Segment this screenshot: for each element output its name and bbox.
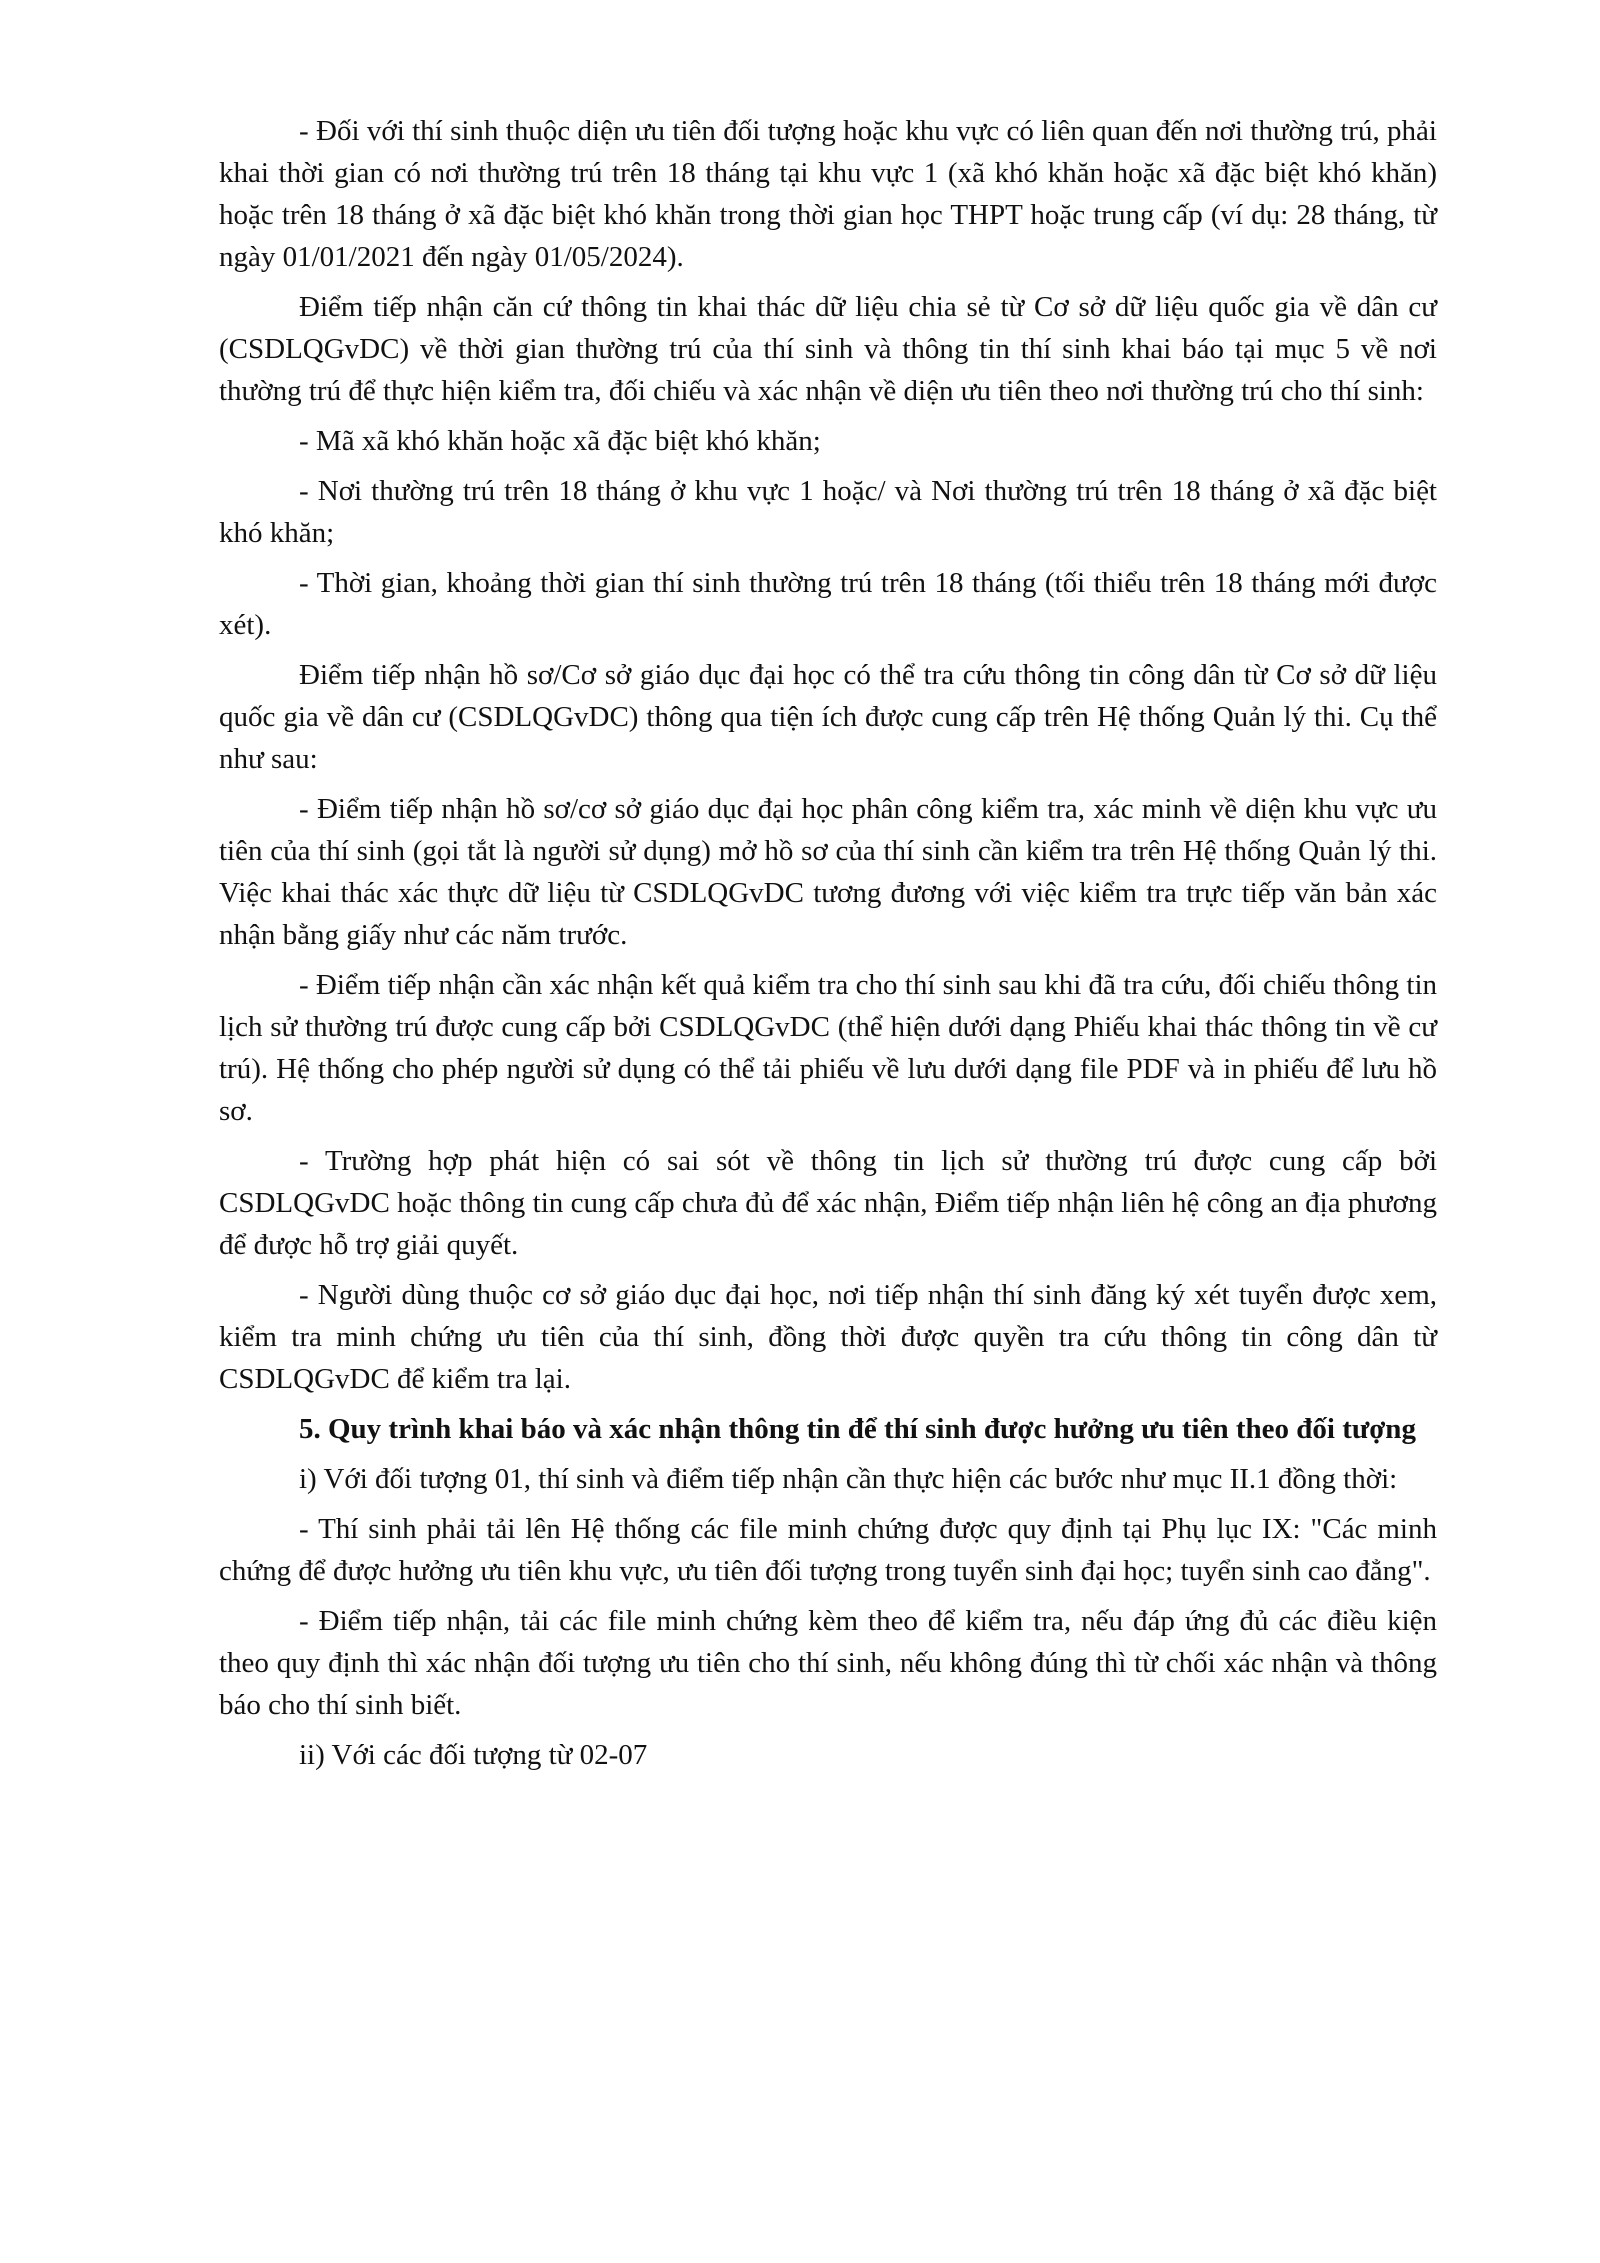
list-item-commune-code: - Mã xã khó khăn hoặc xã đặc biệt khó khăn; [299, 425, 821, 457]
list-item-university-users: - Người dùng thuộc cơ sở giáo dục đại học, nơi tiếp nhận thí sinh đăng ký xét tuyển được xem, kiểm tra minh chứng ưu tiên của thí sinh, đồng thời được quyền tra cứu thông tin công dân từ CSDLQGvDC để kiểm tra lại. [219, 1279, 1437, 1395]
list-item-verify-evidence: - Điểm tiếp nhận, tải các file minh chứng kèm theo để kiểm tra, nếu đáp ứng đủ các điều kiện theo quy định thì xác nhận đối tượng ưu tiên cho thí sinh, nếu không đúng thì từ chối xác nhận và thông báo cho thí sinh biết. [219, 1605, 1437, 1721]
list-item-error-handling: - Trường hợp phát hiện có sai sót về thông tin lịch sử thường trú được cung cấp bởi CSDLQGvDC hoặc thông tin cung cấp chưa đủ để xác nhận, Điểm tiếp nhận liên hệ công an địa phương để được hỗ trợ giải quyết. [219, 1145, 1437, 1261]
document-page [219, 110, 1437, 1776]
list-item-confirm-result: - Điểm tiếp nhận cần xác nhận kết quả kiểm tra cho thí sinh sau khi đã tra cứu, đối chiếu thông tin lịch sử thường trú được cung cấp bởi CSDLQGvDC (thể hiện dưới dạng Phiếu khai thác thông tin về cư trú). Hệ thống cho phép người sử dụng có thể tải phiếu về lưu dưới dạng file PDF và in phiếu để lưu hồ sơ. [219, 969, 1437, 1127]
list-item-residence-duration: - Thời gian, khoảng thời gian thí sinh thường trú trên 18 tháng (tối thiểu trên 18 tháng mới được xét). [219, 567, 1437, 641]
list-item-upload-evidence: - Thí sinh phải tải lên Hệ thống các file minh chứng được quy định tại Phụ lục IX: "Các minh chứng để được hưởng ưu tiên khu vực, ưu tiên đối tượng trong tuyển sinh đại học; tuyển sinh cao đẳng". [219, 1513, 1437, 1587]
paragraph-object-01: i) Với đối tượng 01, thí sinh và điểm tiếp nhận cần thực hiện các bước như mục II.1 đồng thời: [299, 1463, 1398, 1495]
list-item-residence-area: - Nơi thường trú trên 18 tháng ở khu vực 1 hoặc/ và Nơi thường trú trên 18 tháng ở xã đặc biệt khó khăn; [219, 475, 1437, 549]
list-item-assign-check: - Điểm tiếp nhận hồ sơ/cơ sở giáo dục đại học phân công kiểm tra, xác minh về diện khu vực ưu tiên của thí sinh (gọi tắt là người sử dụng) mở hồ sơ của thí sinh cần kiểm tra trên Hệ thống Quản lý thi. Việc khai thác xác thực dữ liệu từ CSDLQGvDC tương đương với việc kiểm tra trực tiếp văn bản xác nhận bằng giấy như các năm trước. [219, 793, 1437, 951]
paragraph-residence-declaration: - Đối với thí sinh thuộc diện ưu tiên đối tượng hoặc khu vực có liên quan đến nơi thường trú, phải khai thời gian có nơi thường trú trên 18 tháng tại khu vực 1 (xã khó khăn hoặc xã đặc biệt khó khăn) hoặc trên 18 tháng ở xã đặc biệt khó khăn trong thời gian học THPT hoặc trung cấp (ví dụ: 28 tháng, từ ngày 01/01/2021 đến ngày 01/05/2024). [219, 115, 1437, 273]
paragraph-reception-verification: Điểm tiếp nhận căn cứ thông tin khai thác dữ liệu chia sẻ từ Cơ sở dữ liệu quốc gia về dân cư (CSDLQGvDC) về thời gian thường trú của thí sinh và thông tin thí sinh khai báo tại mục 5 về nơi thường trú để thực hiện kiểm tra, đối chiếu và xác nhận về diện ưu tiên theo nơi thường trú cho thí sinh: [219, 291, 1437, 407]
paragraph-citizen-lookup: Điểm tiếp nhận hồ sơ/Cơ sở giáo dục đại học có thể tra cứu thông tin công dân từ Cơ sở dữ liệu quốc gia về dân cư (CSDLQGvDC) thông qua tiện ích được cung cấp trên Hệ thống Quản lý thi. Cụ thể như sau: [219, 659, 1437, 775]
paragraph-objects-02-07: ii) Với các đối tượng từ 02-07 [299, 1739, 648, 1771]
section-heading-5: 5. Quy trình khai báo và xác nhận thông tin để thí sinh được hưởng ưu tiên theo đối tượng [299, 1413, 1416, 1445]
